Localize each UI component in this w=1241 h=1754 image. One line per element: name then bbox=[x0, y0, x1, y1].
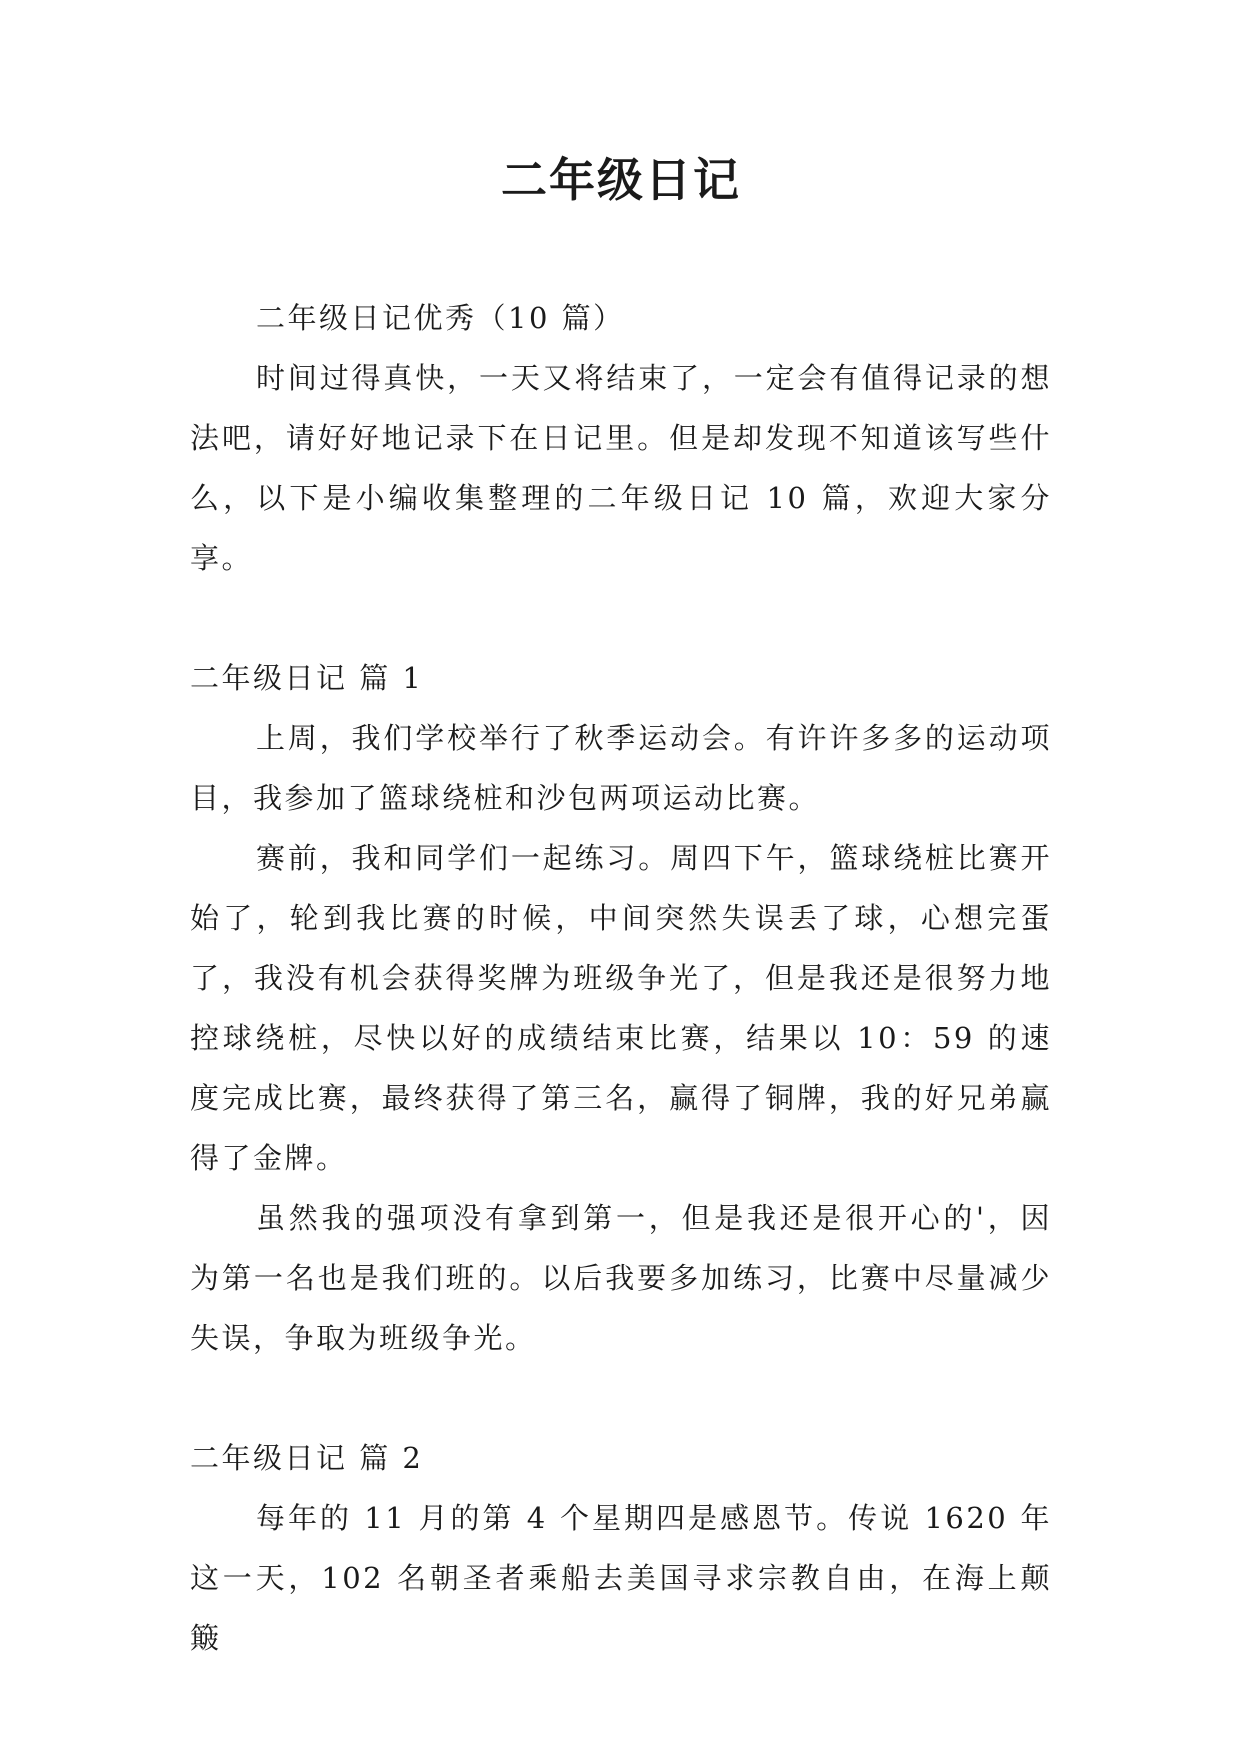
paragraph: 每年的 11 月的第 4 个星期四是感恩节。传说 1620 年这一天，102 名朝圣者乘船去美国寻求宗教自由，在海上颠簸 bbox=[190, 1501, 1052, 1655]
section-2 bbox=[190, 1428, 1052, 1668]
paragraph: 虽然我的强项没有拿到第一，但是我还是很开心的'，因为第一名也是我们班的。以后我要多加练习，比赛中尽量减少失误，争取为班级争光。 bbox=[190, 1201, 1052, 1355]
intro-paragraph: 时间过得真快，一天又将结束了，一定会有值得记录的想法吧，请好好地记录下在日记里。但是却发现不知道该写些什么，以下是小编收集整理的二年级日记 10 篇，欢迎大家分享。 bbox=[190, 361, 1052, 575]
section-1 bbox=[190, 648, 1052, 1368]
document-subtitle: 二年级日记优秀（10 篇） bbox=[256, 301, 625, 335]
section-heading: 二年级日记 篇 1 bbox=[190, 661, 424, 695]
document-body bbox=[190, 288, 1052, 1668]
document-title: 二年级日记 bbox=[501, 153, 741, 207]
section-heading: 二年级日记 篇 2 bbox=[190, 1441, 424, 1475]
paragraph: 赛前，我和同学们一起练习。周四下午，篮球绕桩比赛开始了，轮到我比赛的时候，中间突然失误丢了球，心想完蛋了，我没有机会获得奖牌为班级争光了，但是我还是很努力地控球绕桩，尽快以好的成绩结束比赛，结果以 10：59 的速度完成比赛，最终获得了第三名，赢得了铜牌，我的好兄弟赢得了金牌。 bbox=[190, 841, 1052, 1175]
paragraph: 上周，我们学校举行了秋季运动会。有许许多多的运动项目，我参加了篮球绕桩和沙包两项运动比赛。 bbox=[190, 721, 1052, 815]
